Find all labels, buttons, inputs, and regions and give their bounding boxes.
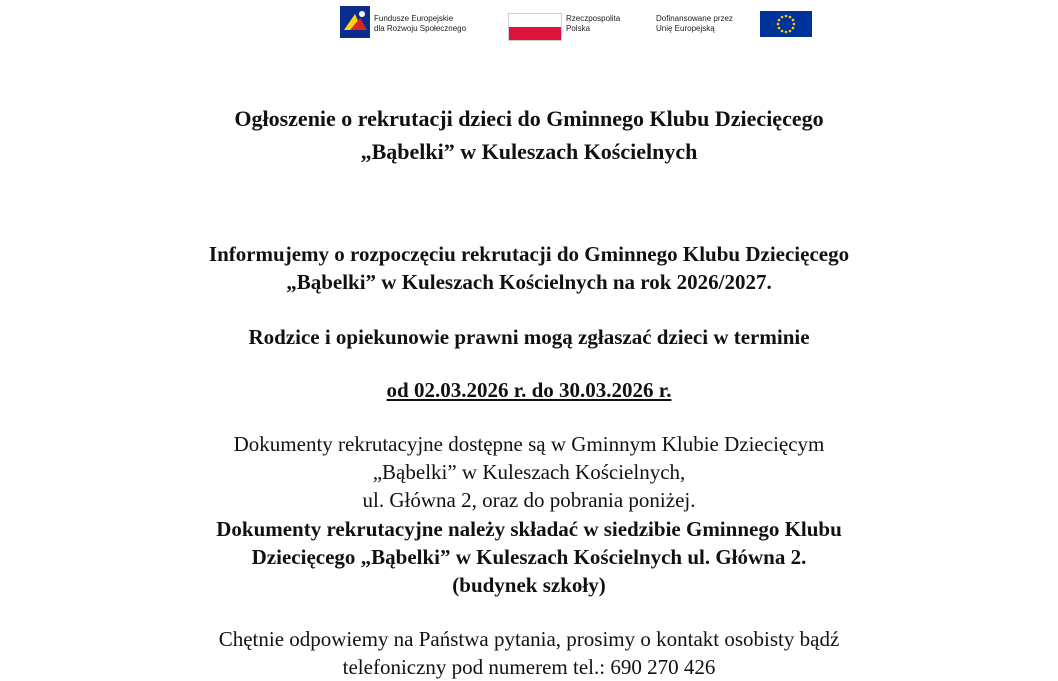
ue-logo-text: Dofinansowane przez Unię Europejską bbox=[656, 14, 733, 33]
documents-paragraph bbox=[0, 430, 1058, 514]
polish-flag-icon bbox=[508, 13, 562, 41]
parents-paragraph bbox=[0, 323, 1058, 351]
intro-paragraph bbox=[0, 240, 1058, 296]
title-line-1: Ogłoszenie o rekrutacji dzieci do Gminnego Klubu Dziecięcego bbox=[234, 106, 824, 131]
submission-paragraph bbox=[0, 515, 1058, 599]
dates-text: od 02.03.2026 r. do 30.03.2026 r. bbox=[386, 378, 672, 402]
fe-logo-text: Fundusze Europejskie dla Rozwoju Społecznego bbox=[374, 14, 467, 33]
recruitment-dates bbox=[0, 376, 1058, 404]
eu-flag-icon bbox=[760, 11, 812, 37]
funding-logos-bar bbox=[338, 4, 814, 40]
contact-line-1: Chętnie odpowiemy na Państwa pytania, prosimy o kontakt osobisty bądź bbox=[218, 627, 840, 651]
fe-emblem-icon bbox=[340, 6, 370, 38]
intro-line-1: Informujemy o rozpoczęciu rekrutacji do Gminnego Klubu Dziecięcego bbox=[208, 242, 850, 266]
documents-line-3: ul. Główna 2, oraz do pobrania poniżej. bbox=[362, 488, 696, 512]
documents-line-1: Dokumenty rekrutacyjne dostępne są w Gminnym Klubie Dziecięcym bbox=[233, 432, 825, 456]
page-title bbox=[0, 102, 1058, 168]
unia-europejska-logo bbox=[656, 4, 814, 40]
submission-line-3: (budynek szkoły) bbox=[452, 573, 606, 597]
rp-logo-text: Rzeczpospolita Polska bbox=[566, 14, 621, 33]
parents-text: Rodzice i opiekunowie prawni mogą zgłaszać dzieci w terminie bbox=[248, 325, 810, 349]
fundusze-europejskie-logo bbox=[338, 4, 488, 40]
intro-line-2: „Bąbelki” w Kuleszach Kościelnych na rok 2026/2027. bbox=[286, 270, 772, 294]
documents-line-2: „Bąbelki” w Kuleszach Kościelnych, bbox=[372, 460, 686, 484]
contact-line-2: telefoniczny pod numerem tel.: 690 270 426 bbox=[342, 655, 716, 679]
contact-paragraph bbox=[0, 625, 1058, 681]
submission-line-1: Dokumenty rekrutacyjne należy składać w siedzibie Gminnego Klubu bbox=[216, 517, 842, 541]
rzeczpospolita-polska-logo bbox=[506, 4, 646, 40]
title-line-2: „Bąbelki” w Kuleszach Kościelnych bbox=[360, 139, 698, 164]
submission-line-2: Dziecięcego „Bąbelki” w Kuleszach Kościelnych ul. Główna 2. bbox=[251, 545, 807, 569]
